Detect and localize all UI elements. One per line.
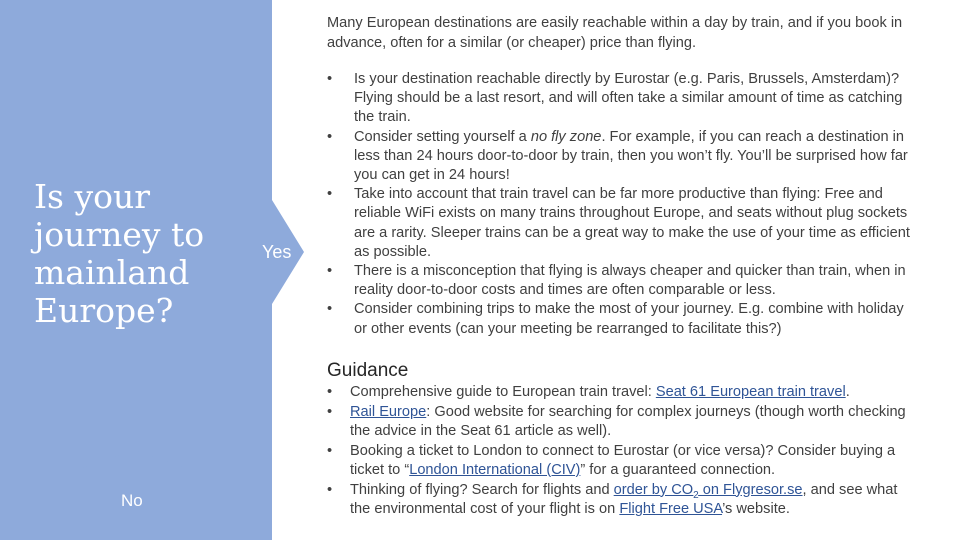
list-item (327, 70, 917, 128)
guidance-text: . (845, 384, 850, 400)
list-item (327, 185, 917, 262)
yes-label: Yes (262, 242, 292, 262)
guidance-text: , and see what the environmental cost of your flight is on (350, 481, 898, 517)
no-label: No (121, 491, 143, 510)
tips-list (327, 70, 917, 339)
tip-text: There is a misconception that flying is always cheaper and quicker than train, when in reality door-to-door costs and times are often comparable or less. (354, 263, 906, 299)
flygresor-link-text: order by CO (613, 481, 694, 498)
guidance-text: Comprehensive guide to European train travel: (350, 384, 656, 400)
guidance-text: ” for a guaranteed connection. (580, 462, 776, 478)
co2-subscript: 2 (693, 489, 699, 501)
list-item (327, 262, 917, 300)
london-international-link[interactable]: London International (CIV) (409, 462, 581, 478)
list-item (327, 383, 917, 403)
guidance-text: Booking a ticket to London to connect to Eurostar (or vice versa)? Consider buying a ticket to “ (350, 442, 896, 478)
guidance-heading: Guidance (327, 360, 409, 381)
flight-free-usa-link[interactable]: Flight Free USA (619, 501, 723, 517)
flygresor-link[interactable] (613, 481, 803, 501)
seat61-link[interactable]: Seat 61 European train travel (655, 384, 846, 400)
list-item (327, 442, 917, 481)
list-item (327, 128, 917, 186)
list-item (327, 403, 917, 442)
guidance-list (327, 383, 917, 520)
list-item (327, 481, 917, 520)
flygresor-link-text: on Flygresor.se (698, 481, 803, 498)
list-item (327, 300, 917, 338)
tip-text: Take into account that train travel can be far more productive than flying: Free and reliable WiFi exists on many trains throughout Europe, and seats without plug sockets are a rarity. Sleeper trains can be a great way to make the use of your time as efficient as possible. (354, 186, 910, 260)
guidance-text: Thinking of flying? Search for flights and (350, 481, 614, 498)
tip-text: Consider combining trips to make the most of your journey. E.g. combine with holiday or other events (can your meeting be rearranged to facilitate this?) (354, 301, 904, 337)
tip-text: Is your destination reachable directly by Eurostar (e.g. Paris, Brussels, Amsterdam)? Flying should be a last resort, and will often take a similar amount of time as catching the train. (354, 71, 903, 126)
intro-text: Many European destinations are easily reachable within a day by train, and if you book in advance, often for a similar (or cheaper) price than flying. (327, 15, 903, 51)
tip-text: . For example, if you can reach a destination in less than 24 hours door-to-door by train, then you won’t fly. You’ll be surprised how far you can get in 24 hours! (354, 128, 908, 184)
rail-europe-link[interactable]: Rail Europe (350, 403, 427, 420)
tip-text: Consider setting yourself a (354, 128, 531, 145)
decision-question: Is your journey to mainland Europe? (34, 177, 205, 330)
guidance-text: ’s website. (722, 501, 790, 517)
no-fly-zone-emphasis: no fly zone (530, 128, 602, 145)
guidance-text: : Good website for searching for complex journeys (though worth checking the advice in the Seat 61 article as well). (350, 403, 906, 439)
